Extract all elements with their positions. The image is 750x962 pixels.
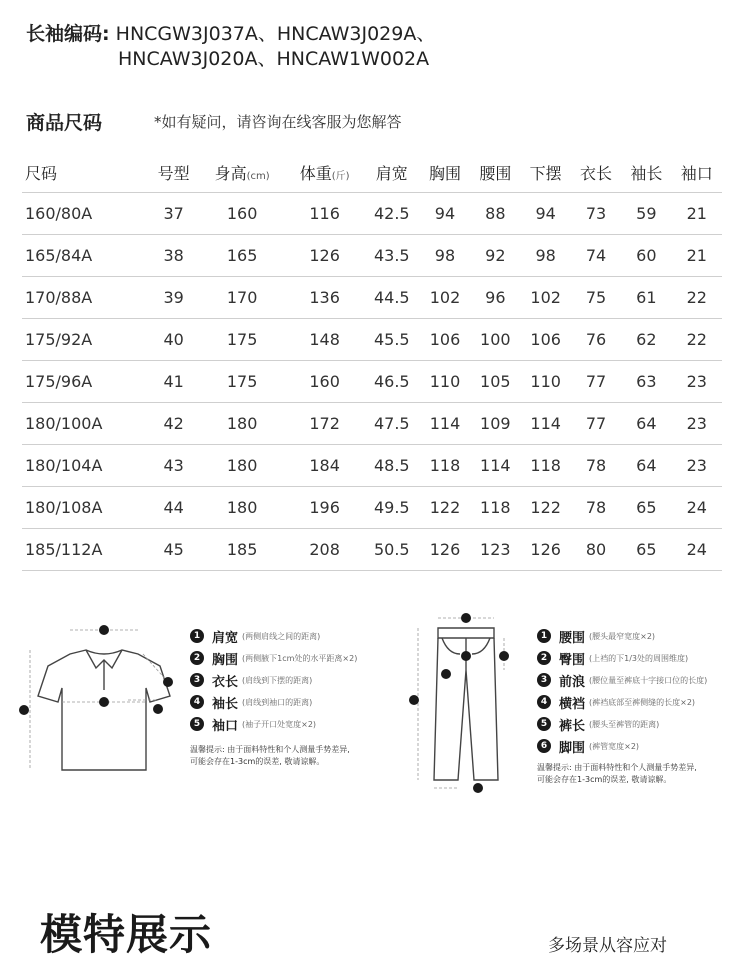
table-cell: 40: [148, 319, 198, 361]
table-cell: 98: [521, 235, 571, 277]
table-row: [22, 403, 722, 445]
table-cell: 61: [621, 277, 671, 319]
legend-description: (肩线到下摆的距离): [242, 675, 313, 685]
pants-tip-line-1: 温馨提示: 由于面料特性和个人测量手势差异,: [537, 763, 697, 772]
header-label: 体重: [299, 163, 332, 183]
size-table-body: [22, 193, 722, 571]
pants-tip: [537, 762, 697, 786]
header-label: 胸围: [428, 163, 461, 183]
table-cell: 110: [521, 361, 571, 403]
size-section-title: 商品尺码: [26, 112, 103, 134]
table-cell: 94: [420, 193, 470, 235]
table-cell: 50.5: [364, 529, 420, 571]
table-cell: 45: [148, 529, 198, 571]
table-cell: 63: [621, 361, 671, 403]
table-cell: 23: [672, 403, 722, 445]
table-cell: 48.5: [364, 445, 420, 487]
legend-name: 肩宽: [212, 630, 239, 646]
table-cell: 114: [420, 403, 470, 445]
table-cell: 77: [571, 403, 621, 445]
table-cell: 41: [148, 361, 198, 403]
table-cell: 126: [521, 529, 571, 571]
shirt-tip: [190, 744, 350, 768]
table-cell: 78: [571, 445, 621, 487]
table-cell: 49.5: [364, 487, 420, 529]
table-cell: 170: [199, 277, 286, 319]
table-cell: 80: [571, 529, 621, 571]
table-cell: 118: [420, 445, 470, 487]
header-label: 号型: [157, 163, 190, 183]
legend-number: 5: [190, 717, 204, 731]
table-cell: 208: [285, 529, 363, 571]
header-cell: [420, 152, 470, 193]
legend-description: (裤管宽度×2): [589, 741, 640, 751]
legend-item: [190, 713, 357, 735]
table-cell: 62: [621, 319, 671, 361]
table-cell: 74: [571, 235, 621, 277]
legend-number: 4: [190, 695, 204, 709]
legend-number: 6: [537, 739, 551, 753]
table-cell: 114: [470, 445, 520, 487]
table-cell: 172: [285, 403, 363, 445]
table-cell: 123: [470, 529, 520, 571]
table-cell: 24: [672, 529, 722, 571]
legend-description: (腰头至裤管的距离): [589, 719, 660, 729]
legend-item: [190, 691, 357, 713]
size-section-note: *如有疑问，请咨询在线客服为您解答: [154, 113, 402, 131]
legend-item: [190, 669, 357, 691]
table-cell: 73: [571, 193, 621, 235]
legend-item: [537, 691, 707, 713]
legend-name: 腰围: [559, 630, 586, 646]
table-cell: 114: [521, 403, 571, 445]
legend-item: [190, 647, 357, 669]
table-cell: 126: [420, 529, 470, 571]
header-cell: [672, 152, 722, 193]
table-cell: 92: [470, 235, 520, 277]
table-row: [22, 193, 722, 235]
legend-description: (两侧腋下1cm处的水平距离×2): [242, 653, 358, 663]
legend-item: [190, 625, 357, 647]
table-cell: 77: [571, 361, 621, 403]
table-cell: 106: [521, 319, 571, 361]
table-cell: 37: [148, 193, 198, 235]
table-cell: 126: [285, 235, 363, 277]
table-cell: 23: [672, 361, 722, 403]
table-cell: 42.5: [364, 193, 420, 235]
table-cell: 122: [521, 487, 571, 529]
legend-item: [537, 669, 707, 691]
table-cell: 88: [470, 193, 520, 235]
table-cell: 100: [470, 319, 520, 361]
header-unit: (斤): [331, 170, 350, 182]
table-cell: 43.5: [364, 235, 420, 277]
pants-tip-line-2: 可能会存在1-3cm的误差, 敬请谅解。: [537, 775, 672, 784]
legend-name: 横裆: [559, 696, 586, 712]
table-cell: 185: [199, 529, 286, 571]
legend-description: (腰位量至裤底十字接口位的长度): [589, 675, 708, 685]
table-cell: 118: [521, 445, 571, 487]
legend-name: 衣长: [212, 674, 239, 690]
legend-item: [537, 735, 707, 757]
table-cell: 109: [470, 403, 520, 445]
legend-name: 胸围: [212, 652, 239, 668]
size-table-header: [22, 152, 722, 193]
legend-name: 前浪: [559, 674, 586, 690]
header-cell: [22, 152, 148, 193]
legend-item: [537, 647, 707, 669]
header-cell: [571, 152, 621, 193]
table-cell: 175: [199, 319, 286, 361]
table-cell: 24: [672, 487, 722, 529]
header-cell: [621, 152, 671, 193]
table-cell: 64: [621, 445, 671, 487]
header-cell: [199, 152, 286, 193]
table-cell: 180: [199, 445, 286, 487]
table-cell: 160: [285, 361, 363, 403]
header-cell: [148, 152, 198, 193]
table-cell: 175: [199, 361, 286, 403]
pants-legend: [537, 625, 707, 757]
header-label: 身高: [214, 163, 247, 183]
table-cell: 180: [199, 487, 286, 529]
table-cell: 102: [521, 277, 571, 319]
table-cell: 59: [621, 193, 671, 235]
table-cell: 122: [420, 487, 470, 529]
table-cell: 75: [571, 277, 621, 319]
table-cell: 96: [470, 277, 520, 319]
shirt-diagram: [18, 610, 178, 790]
legend-description: (袖子开口处宽度×2): [242, 719, 317, 729]
table-cell: 118: [470, 487, 520, 529]
table-cell: 175/96A: [22, 361, 148, 403]
legend-description: (裤裆底部至裤侧缝的长度×2): [589, 697, 696, 707]
table-cell: 160: [199, 193, 286, 235]
table-cell: 136: [285, 277, 363, 319]
table-cell: 185/112A: [22, 529, 148, 571]
shirt-outline: [38, 650, 170, 770]
table-cell: 39: [148, 277, 198, 319]
header-label: 下摆: [529, 163, 562, 183]
table-cell: 98: [420, 235, 470, 277]
legend-description: (腰头最窄宽度×2): [589, 631, 656, 641]
codes-line-1: HNCGW3J037A、HNCAW3J029A、: [115, 23, 436, 45]
table-cell: 106: [420, 319, 470, 361]
table-cell: 94: [521, 193, 571, 235]
table-cell: 180/100A: [22, 403, 148, 445]
legend-number: 5: [537, 717, 551, 731]
legend-name: 袖长: [212, 696, 239, 712]
header-label: 袖长: [630, 163, 663, 183]
table-cell: 105: [470, 361, 520, 403]
table-row: [22, 487, 722, 529]
table-cell: 44.5: [364, 277, 420, 319]
table-cell: 22: [672, 319, 722, 361]
header-cell: [364, 152, 420, 193]
legend-number: 3: [537, 673, 551, 687]
legend-number: 1: [190, 629, 204, 643]
table-cell: 170/88A: [22, 277, 148, 319]
table-cell: 65: [621, 529, 671, 571]
table-cell: 180/104A: [22, 445, 148, 487]
product-codes: [26, 22, 435, 72]
legend-name: 裤长: [559, 718, 586, 734]
table-row: [22, 277, 722, 319]
codes-line-2: HNCAW3J020A、HNCAW1W002A: [118, 48, 430, 70]
codes-label: 长袖编码:: [26, 23, 110, 45]
table-cell: 180: [199, 403, 286, 445]
legend-description: (肩线到袖口的距离): [242, 697, 313, 707]
table-row: [22, 445, 722, 487]
table-cell: 23: [672, 445, 722, 487]
legend-name: 袖口: [212, 718, 239, 734]
shirt-tip-line-1: 温馨提示: 由于面料特性和个人测量手势差异,: [190, 745, 350, 754]
table-row: [22, 529, 722, 571]
table-cell: 184: [285, 445, 363, 487]
table-cell: 44: [148, 487, 198, 529]
table-row: [22, 319, 722, 361]
legend-number: 2: [537, 651, 551, 665]
table-cell: 38: [148, 235, 198, 277]
legend-item: [537, 713, 707, 735]
legend-number: 1: [537, 629, 551, 643]
table-cell: 46.5: [364, 361, 420, 403]
table-cell: 64: [621, 403, 671, 445]
model-section-title: 模特展示: [40, 910, 213, 959]
table-cell: 43: [148, 445, 198, 487]
model-section-subtitle: 多场景从容应对: [548, 936, 667, 956]
table-cell: 76: [571, 319, 621, 361]
header-label: 肩宽: [375, 163, 408, 183]
table-cell: 45.5: [364, 319, 420, 361]
table-cell: 180/108A: [22, 487, 148, 529]
legend-number: 2: [190, 651, 204, 665]
header-label: 尺码: [25, 163, 58, 183]
size-table: [22, 152, 722, 571]
table-cell: 160/80A: [22, 193, 148, 235]
legend-name: 脚围: [559, 740, 586, 756]
pants-guides: [418, 618, 504, 788]
pants-diagram: [404, 610, 524, 795]
legend-number: 4: [537, 695, 551, 709]
table-cell: 65: [621, 487, 671, 529]
header-cell: [285, 152, 363, 193]
table-cell: 78: [571, 487, 621, 529]
legend-description: (两侧肩线之间的距离): [242, 631, 321, 641]
table-cell: 42: [148, 403, 198, 445]
shirt-tip-line-2: 可能会存在1-3cm的误差, 敬请谅解。: [190, 757, 325, 766]
table-cell: 22: [672, 277, 722, 319]
table-row: [22, 361, 722, 403]
header-cell: [470, 152, 520, 193]
table-cell: 110: [420, 361, 470, 403]
legend-number: 3: [190, 673, 204, 687]
pants-outline: [434, 628, 498, 780]
table-cell: 148: [285, 319, 363, 361]
header-label: 腰围: [479, 163, 512, 183]
legend-description: (上裆的下1/3处的周围维度): [589, 653, 689, 663]
legend-item: [537, 625, 707, 647]
header-label: 袖口: [680, 163, 713, 183]
table-cell: 21: [672, 235, 722, 277]
table-cell: 196: [285, 487, 363, 529]
table-cell: 116: [285, 193, 363, 235]
table-cell: 60: [621, 235, 671, 277]
table-cell: 175/92A: [22, 319, 148, 361]
header-cell: [521, 152, 571, 193]
shirt-legend: [190, 625, 357, 735]
table-cell: 165: [199, 235, 286, 277]
table-cell: 102: [420, 277, 470, 319]
table-cell: 47.5: [364, 403, 420, 445]
table-row: [22, 235, 722, 277]
legend-name: 臀围: [559, 652, 586, 668]
table-cell: 21: [672, 193, 722, 235]
header-label: 衣长: [580, 163, 613, 183]
header-unit: (cm): [246, 170, 270, 182]
table-cell: 165/84A: [22, 235, 148, 277]
